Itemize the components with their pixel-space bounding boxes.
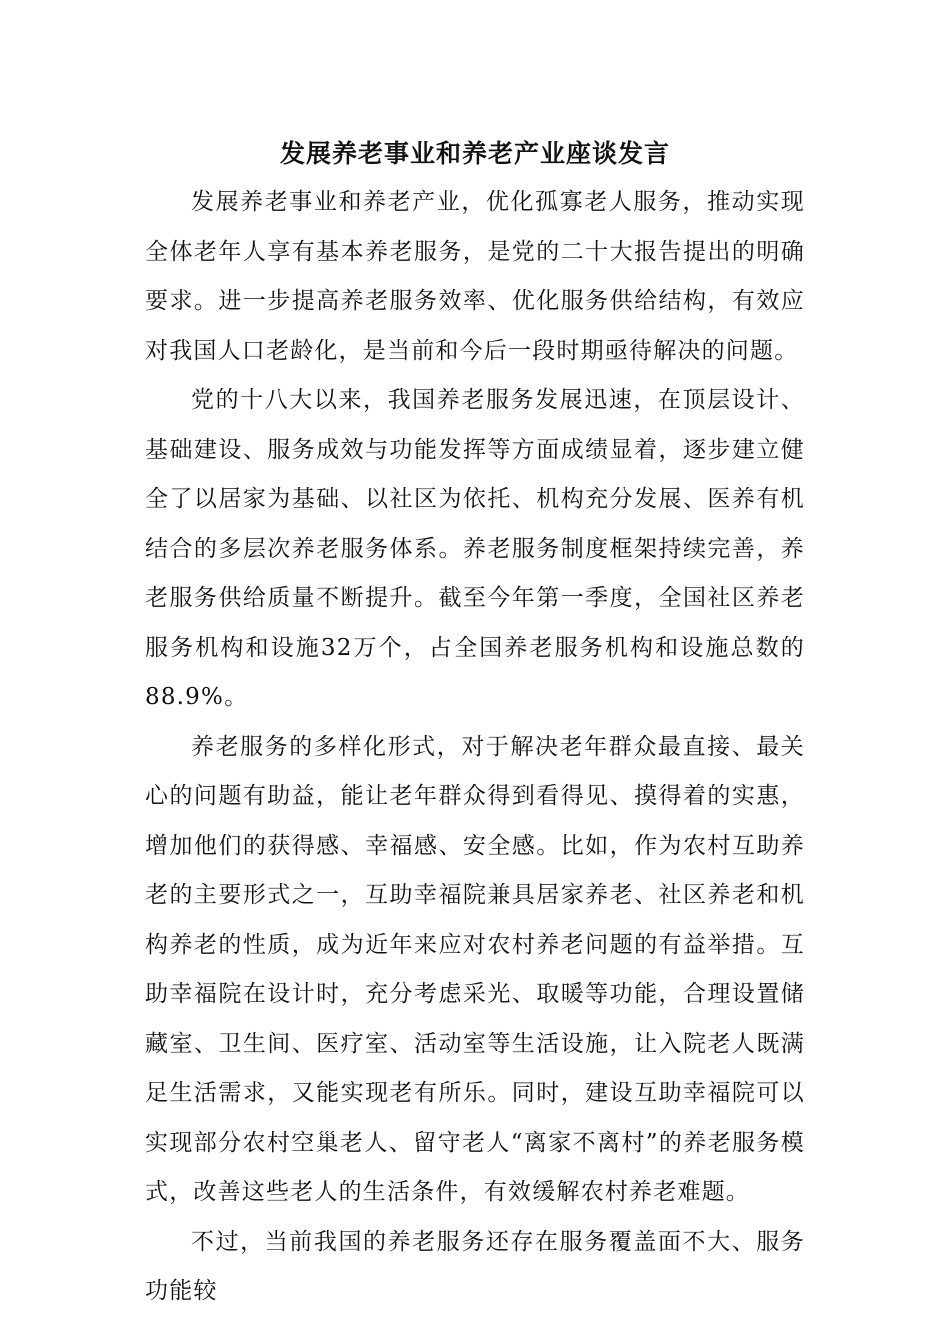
paragraph-3: 养老服务的多样化形式，对于解决老年群众最直接、最关心的问题有助益，能让老年群众得到看得见、摸得着的实惠，增加他们的获得感、幸福感、安全感。比如，作为农村互助养老的主要形式之一，互助幸福院兼具居家养老、社区养老和机构养老的性质，成为近年来应对农村养老问题的有益举措。互助幸福院在设计时，充分考虑采光、取暖等功能，合理设置储藏室、卫生间、医疗室、活动室等生活设施，让入院老人既满足生活需求，又能实现老有所乐。同时，建设互助幸福院可以实现部分农村空巢老人、留守老人“离家不离村”的养老服务模式，改善这些老人的生活条件，有效缓解农村养老难题。 [145, 733, 805, 1205]
paragraph-1: 发展养老事业和养老产业，优化孤寡老人服务，推动实现全体老年人享有基本养老服务，是党的二十大报告提出的明确要求。进一步提高养老服务效率、优化服务供给结构，有效应对我国人口老龄化，是当前和今后一段时期亟待解决的问题。 [145, 189, 805, 364]
document-body [145, 178, 805, 1317]
document-title: 发展养老事业和养老产业座谈发言 [279, 139, 670, 168]
paragraph-4: 不过，当前我国的养老服务还存在服务覆盖面不大、服务功能较 [145, 1228, 805, 1304]
paragraph-2: 党的十八大以来，我国养老服务发展迅速，在顶层设计、基础建设、服务成效与功能发挥等方面成绩显着，逐步建立健全了以居家为基础、以社区为依托、机构充分发展、医养有机结合的多层次养老服务体系。养老服务制度框架持续完善，养老服务供给质量不断提升。截至今年第一季度，全国社区养老服务机构和设施32万个，占全国养老服务机构和设施总数的88.9%。 [145, 387, 805, 710]
